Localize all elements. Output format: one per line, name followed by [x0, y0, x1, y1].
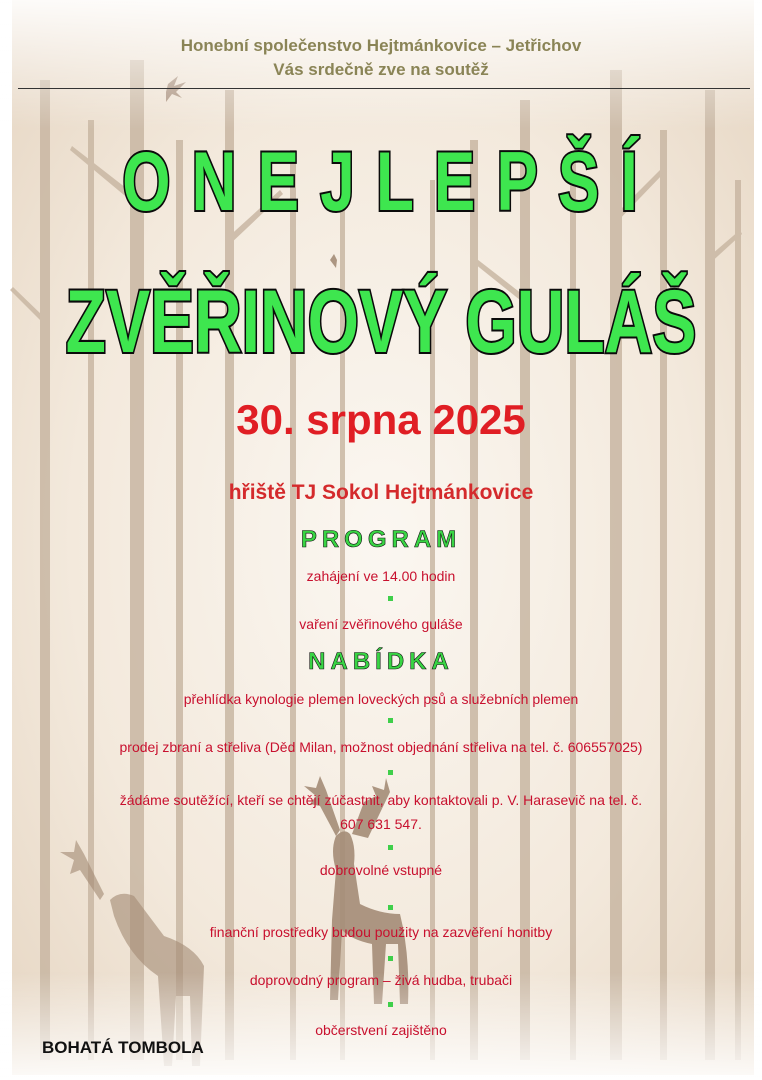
- list-separator: [388, 905, 393, 910]
- event-venue: hřiště TJ Sokol Hejtmánkovice: [228, 481, 534, 504]
- invitation-line: Vás srdečně zve na soutěž: [273, 60, 489, 79]
- offer-item: prodej zbraní a střeliva (Děd Milan, možnost objednání střeliva na tel. č. 606557025): [119, 739, 643, 755]
- list-separator: [388, 956, 393, 961]
- list-separator: [388, 1002, 393, 1007]
- offer-heading: NABÍDKA: [308, 648, 454, 675]
- list-separator: [388, 596, 393, 601]
- offer-item: žádáme soutěžící, kteří se chtějí zúčastnit, aby kontaktovali p. V. Harasevič na tel. č. 607 631 547.: [119, 792, 643, 832]
- program-item: zahájení ve 14.00 hodin: [306, 568, 456, 584]
- list-separator: [388, 718, 393, 723]
- list-separator: [388, 770, 393, 775]
- offer-item: občerstvení zajištěno: [315, 1022, 447, 1038]
- title-line-2: ZVĚŘINOVÝ GULÁŠ: [65, 271, 697, 371]
- offer-item: přehlídka kynologie plemen loveckých psů a služebních plemen: [183, 691, 579, 707]
- offer-item: finanční prostředky budou použity na zazvěření honitby: [209, 924, 553, 940]
- title-line-1: O N E J L E P Š Í: [122, 135, 640, 229]
- tombola-note: BOHATÁ TOMBOLA: [42, 1038, 204, 1057]
- list-separator: [388, 845, 393, 850]
- offer-item: dobrovolné vstupné: [319, 862, 443, 878]
- program-item: vaření zvěřinového guláše: [299, 616, 463, 632]
- offer-item: doprovodný program – živá hudba, trubači: [249, 972, 513, 988]
- organizer-line: Honební společenstvo Hejtmánkovice – Jetřichov: [180, 36, 582, 55]
- program-heading: PROGRAM: [300, 526, 462, 553]
- event-date: 30. srpna 2025: [236, 396, 526, 443]
- header-divider: [18, 88, 750, 89]
